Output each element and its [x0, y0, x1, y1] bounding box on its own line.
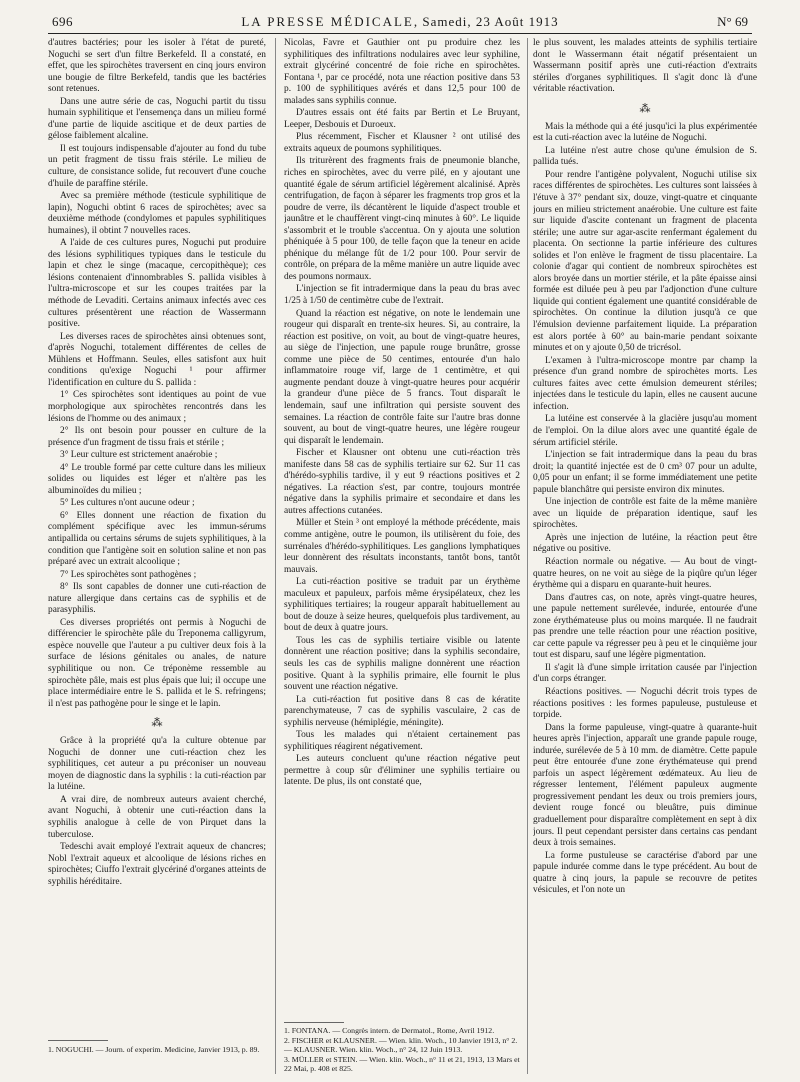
- list-item: 7° Les spirochètes sont pathogènes ;: [60, 569, 197, 580]
- paragraph: Grâce à la propriété qu'a la culture obtenue par Noguchi de donner une cuti-réaction chez les syphilitiques, cet auteur a pu préconiser un nouveau moyen de diagnostic dans la syphilis : la cuti-réaction par la lutéine.: [48, 736, 266, 793]
- list-item: 8° Ils sont capables de donner une cuti-réaction de nature allergique dans certains cas de syphilis et de parasyphilis.: [48, 582, 266, 616]
- list-item: 5° Les cultures n'ont aucune odeur ;: [60, 498, 195, 509]
- paragraph: Il s'agit là d'une simple irritation causée par l'injection d'un corps étranger.: [533, 662, 757, 685]
- paragraph: La lutéine est conservée à la glacière jusqu'au moment de l'emploi. On la dilue alors avec une quantité égale de sérum artificiel stérile.: [533, 414, 757, 448]
- list-item: 6° Elles donnent une réaction de fixation du complément spécifique avec les immun-sérums antipallida ou certains sérums de sujets syphilitiques, à la condition que l'antigène soit en solution saline et non pas préparé avec un extrait alcoolique ;: [48, 510, 266, 568]
- column-divider-2: [527, 38, 528, 1074]
- paragraph: Müller et Stein ³ ont employé la méthode précédente, mais comme antigène, outre le poumon, ils utilisèrent du foie, des surrénales d'hérédo-syphilitiques. Les ganglions lymphatiques leur donnèrent des résultats inconstants, tantôt bons, tantôt mauvais.: [284, 518, 520, 575]
- paragraph: Tedeschi avait employé l'extrait aqueux de chancres; Nobl l'extrait aqueux et alcoolique de lésions riches en spirochètes; Ciuffo l'extrait glycériné d'organes atteints de syphilis héréditaire.: [48, 842, 266, 887]
- paragraph: Une injection de contrôle est faite de la même manière avec un liquide de préparation identique, sauf les spirochètes.: [533, 497, 757, 531]
- paragraph: A vrai dire, de nombreux auteurs avaient cherché, avant Noguchi, à obtenir une cuti-réaction dans la syphilis analogue à celle de von Pirquet dans la tuberculose.: [48, 794, 266, 840]
- paragraph: Les auteurs concluent qu'une réaction négative peut permettre à coup sûr d'éliminer une syphilis tertiaire ou latente. De plus, ils ont constaté que,: [284, 754, 520, 788]
- footnote: 1. FONTANA. — Congrès intern. de Dermatol., Rome, Avril 1912.: [284, 1026, 495, 1035]
- journal-name: LA PRESSE MÉDICALE: [241, 14, 414, 29]
- footnote-rule: [284, 1022, 344, 1023]
- paragraph: Réaction normale ou négative. — Au bout de vingt-quatre heures, on ne voit au siège de la piqûre qu'un léger érythème qui a disparu en quarante-huit heures.: [533, 556, 757, 591]
- running-header: [52, 14, 748, 32]
- section-asterism: ⁂: [639, 102, 651, 115]
- paragraph: Pour rendre l'antigène polyvalent, Noguchi utilise six races différentes de spirochètes. Les cultures sont laissées à l'étuve à 37° pendant six, douze, vingt-quatre et cinquante jours en milieu strictement anaérobie. Une culture est faite sur liquide d'ascite contenant un fragment de placenta stérile; une autre sur agar-ascite renfermant également du placenta. On sectionne la partie inférieure des cultures solides et l'on enlève le fragment de tissu placentaire. La colonie d'agar qui contient de nombreux spirochètes est alors broyée dans un mortier stérile, et la pâte épaisse ainsi formée est diluée peu à peu par l'adjonction d'une culture liquide qui contient également une quantité considérable de spirochètes. On continue la dilution jusqu'à ce que l'émulsion devienne parfaitement liquide. La préparation est alors portée à 60° au bain-marie pendant soixante minutes et on y ajoute 0,50 de tricrésol.: [533, 169, 757, 354]
- paragraph: Ils triturèrent des fragments frais de pneumonie blanche, riches en spirochètes, avec du verre pilé, en y ajoutant une quantité égale de sérum artificiel légèrement alcalinisé. Après centrifugation, de façon à séparer les fragments trop gros et la poudre de verre, ils décantèrent le liquide d'aspect trouble et jaunâtre et le chauffèrent vingt-cinq minutes à 60°. Le liquide s'assombrit et le trouble s'accentua. On y ajouta une solution phéniquée à 5 pour 100, de telle façon que la teneur en acide phénique du mélange fût de 1/2 pour 100. Pour servir de contrôle, on prépara de la même manière un autre liquide avec des poumons normaux.: [284, 156, 520, 282]
- paragraph: Après une injection de lutéine, la réaction peut être négative ou positive.: [533, 532, 757, 555]
- column-3: [533, 38, 757, 1074]
- paragraph: L'injection se fait intradermique dans la peau du bras droit; la quantité injectée est de 0 cm³ 07 pour un adulte, 0,05 pour un enfant; il se forme immédiatement une petite papule blanchâtre qui persiste environ dix minutes.: [533, 450, 757, 495]
- list-item: 3° Leur culture est strictement anaérobie ;: [60, 450, 218, 461]
- footnotes: [284, 1026, 520, 1074]
- paragraph: Dans la forme papuleuse, vingt-quatre à quarante-huit heures après l'injection, apparaît une grande papule rouge, indurée, surélevée de 5 à 10 mm. de diamètre. Cette papule peut être entourée d'une zone érythémateuse qui prend parfois un aspect légèrement œdémateux. Au lieu de régresser lentement, l'élément papuleux augmente progressivement pendant les deux ou trois premiers jours, devient rouge foncé ou bleuâtre, puis diminue graduellement pour disparaître complètement en sept à dix jours. Il peut cependant persister dans certains cas pendant deux à trois semaines.: [533, 722, 757, 849]
- paragraph: Les diverses races de spirochètes ainsi obtenues sont, d'après Noguchi, totalement différentes de celles de Mühlens et Hoffmann. Seules, elles satisfont aux huit conditions qu'exige Noguchi ¹ pour affirmer l'identification en culture du S. pallida :: [48, 331, 266, 388]
- footnote-rule: [48, 1040, 108, 1041]
- column-2: [284, 38, 520, 1020]
- paragraph: Tous les cas de syphilis tertiaire visible ou latente donnèrent une réaction positive; dans la syphilis secondaire, seuls les cas de syphilis maligne donnèrent une réaction positive. Quant à la syphilis primaire, elle fournit le plus souvent une réaction négative.: [284, 635, 520, 693]
- issue-date: , Samedi, 23 Août 1913: [413, 14, 559, 29]
- paragraph: Dans une autre série de cas, Noguchi partit du tissu humain syphilitique et l'ensemença dans un milieu formé d'une partie de liquide ascitique et de deux parties de gélose faiblement alcaline.: [48, 96, 266, 142]
- paragraph: Quand la réaction est négative, on note le lendemain une rougeur qui disparaît en trente-six heures. Si, au contraire, la réaction est positive, on voit, au bout de vingt-quatre heures, au siège de l'injection, une papule rouge brunâtre, grosse comme une pièce de 50 centimes, entourée d'un halo inflammatoire rouge vif, large de 1 centimètre, et qui augmente pendant douze à vingt-quatre heures pour acquérir la grandeur d'une pièce de 5 francs. Tout disparaît le lendemain, sauf une infiltration qui persiste souvent des semaines. La réaction de contrôle faite sur l'autre bras donne souvent, au bout de vingt-quatre heures, une légère rougeur qui disparaît le lendemain.: [284, 308, 520, 446]
- paragraph: Tous les malades qui n'étaient certainement pas syphilitiques réagirent négativement.: [284, 730, 520, 752]
- section-asterism: ⁂: [151, 717, 163, 730]
- issue-number: N° 69: [717, 14, 748, 29]
- list-item: 2° Ils ont besoin pour pousser en culture de la présence d'un fragment de tissu frais et stérile ;: [48, 426, 266, 448]
- paragraph: Nicolas, Favre et Gauthier ont pu produire chez les syphilitiques des infiltrations nodulaires avec leur syphiline, extrait glycériné concentré de foie riche en spirochètes. Fontana ¹, par ce procédé, nota une réaction positive dans 53 p. 100 de syphilitiques avérés et dans 12,5 pour 100 de malades sans syphilis connue.: [284, 38, 520, 106]
- journal-title: [52, 14, 748, 30]
- list-item: 4° Le trouble formé par cette culture dans les milieux solides ou liquides est léger et n'altère pas les albuminoïdes du milieu ;: [48, 462, 266, 496]
- list-item: 1° Ces spirochètes sont identiques au point de vue morphologique aux spirochètes rencontrés dans les lésions de l'homme ou des animaux ;: [48, 390, 266, 424]
- header-rule: [48, 33, 752, 34]
- paragraph: Ces diverses propriétés ont permis à Noguchi de différencier le spirochète pâle du Treponema calligyrum, espèce nouvelle que l'auteur a pu cultiver deux fois à la surface de lésions génitales ou anales, de nature syphilitique ou non. Ce tréponème ressemble au spirochète pâle, mais est plus épais que lui; il occupe une place intermédiaire entre le S. pallida et le S. refringens; il n'est pas pathogène pour le singe et le lapin.: [48, 617, 266, 709]
- paragraph: Plus récemment, Fischer et Klausner ² ont utilisé des extraits aqueux de poumons syphilitiques.: [284, 132, 520, 154]
- paragraph: La lutéine n'est autre chose qu'une émulsion de S. pallida tués.: [533, 145, 757, 168]
- paragraph: Avec sa première méthode (testicule syphilitique de lapin), Noguchi obtint 6 races de spirochètes; avec sa deuxième méthode (condylomes et papules syphilitiques humaines), il obtint 7 nouvelles races.: [48, 191, 266, 236]
- paragraph: La forme pustuleuse se caractérise d'abord par une papule indurée comme dans le type précédent. Au bout de quatre à cinq jours, la papule se recouvre de petites vésicules, et l'on note un: [533, 850, 757, 896]
- paragraph: L'examen à l'ultra-microscope montre par champ la présence d'un grand nombre de spirochètes morts. Les cultures faites avec cette émulsion demeurent stériles; injectées dans le testicule du lapin, elles ne causent aucune infection.: [533, 355, 757, 412]
- paragraph: Fischer et Klausner ont obtenu une cuti-réaction très manifeste dans 58 cas de syphilis tertiaire sur 62. Sur 11 cas d'hérédo-syphilis tardive, il y eut 9 réactions positives et 2 négatives. La réaction s'est, par contre, toujours montrée négative dans la syphilis primaire et secondaire et dans les autres affections cutanées.: [284, 448, 520, 516]
- column-1: [48, 38, 266, 1074]
- paragraph: d'autres bactéries; pour les isoler à l'état de pureté, Noguchi se sert d'un filtre Berkefeld. Il a constaté, en effet, que les spirochètes traversent en cinq jours environ une bougie de filtre Berkefeld, tandis que les bactéries sont retenues.: [48, 38, 266, 95]
- paragraph: Dans d'autres cas, on note, après vingt-quatre heures, une papule nettement surélevée, indurée, entourée d'une zone érythémateuse plus ou moins marquée. Il ne faudrait pas prendre une telle réaction pour une réaction positive, car cette papule va régresser peu à peu et le cinquième jour tout est disparu, sauf une légère pigmentation.: [533, 592, 757, 661]
- paragraph: A l'aide de ces cultures pures, Noguchi put produire des lésions syphilitiques typiques dans le testicule du lapin et chez le singe (macaque, cercopithèque); ces lésions contenaient d'innombrables S. pallida visibles à l'ultra-microscope et sur les coupes traitées par la méthode de Levaditi. Certains animaux infectés avec ces cultures présentèrent une réaction de Wassermann positive.: [48, 238, 266, 330]
- footnote: 3. MÜLLER et STEIN. — Wien. klin. Woch., n° 11 et 21, 1913, 13 Mars et 22 Mai, p. 408 et 825.: [284, 1054, 520, 1074]
- paragraph: D'autres essais ont été faits par Bertin et Le Bruyant, Leeper, Desbouis et Duroeux.: [284, 108, 520, 130]
- paragraph: Réactions positives. — Noguchi décrit trois types de réactions positives : les formes papuleuse, pustuleuse et torpide.: [533, 686, 757, 721]
- footnote: 2. FISCHER et KLAUSNER. — Wien. klin. Woch., 10 Janvier 1913, n° 2. — KLAUSNER. Wien. klin. Woch., n° 24, 12 Juin 1913.: [284, 1035, 518, 1055]
- paragraph: le plus souvent, les malades atteints de syphilis tertiaire dont le Wassermann était négatif présentaient un Wassermann positif après une cuti-réaction d'extraits stériles d'organes syphilitiques. Il s'agit donc là d'une véritable réactivation.: [533, 38, 757, 95]
- page-number: 696: [52, 14, 73, 29]
- paragraph: La cuti-réaction fut positive dans 8 cas de kératite parenchymateuse, 7 cas de syphilis vasculaire, 2 cas de syphilis nerveuse (hémiplégie, méningite).: [284, 694, 520, 728]
- footnote: 1. NOGUCHI. — Journ. of experim. Medicine, Janvier 1913, p. 89.: [48, 1045, 260, 1054]
- column-divider-1: [275, 38, 276, 1074]
- paragraph: Il est toujours indispensable d'ajouter au fond du tube un petit fragment de tissu frais stérile. Le milieu de culture, de consistance solide, fut recouvert d'une couche d'huile de paraffine stérile.: [48, 143, 266, 189]
- paragraph: L'injection se fit intradermique dans la peau du bras avec 1/25 à 1/50 de centimètre cube de l'extrait.: [284, 284, 520, 307]
- paragraph: La cuti-réaction positive se traduit par un érythème maculeux et papuleux, parfois même érysipélateux, chez les syphilitiques tertiaires; la rougeur apparaît habituellement au bout de douze à seize heures, quelquefois plus tardivement, au bout de deux à quatre jours.: [284, 577, 520, 634]
- paragraph: Mais la méthode qui a été jusqu'ici la plus expérimentée est la cuti-réaction avec la lutéine de Noguchi.: [533, 121, 757, 144]
